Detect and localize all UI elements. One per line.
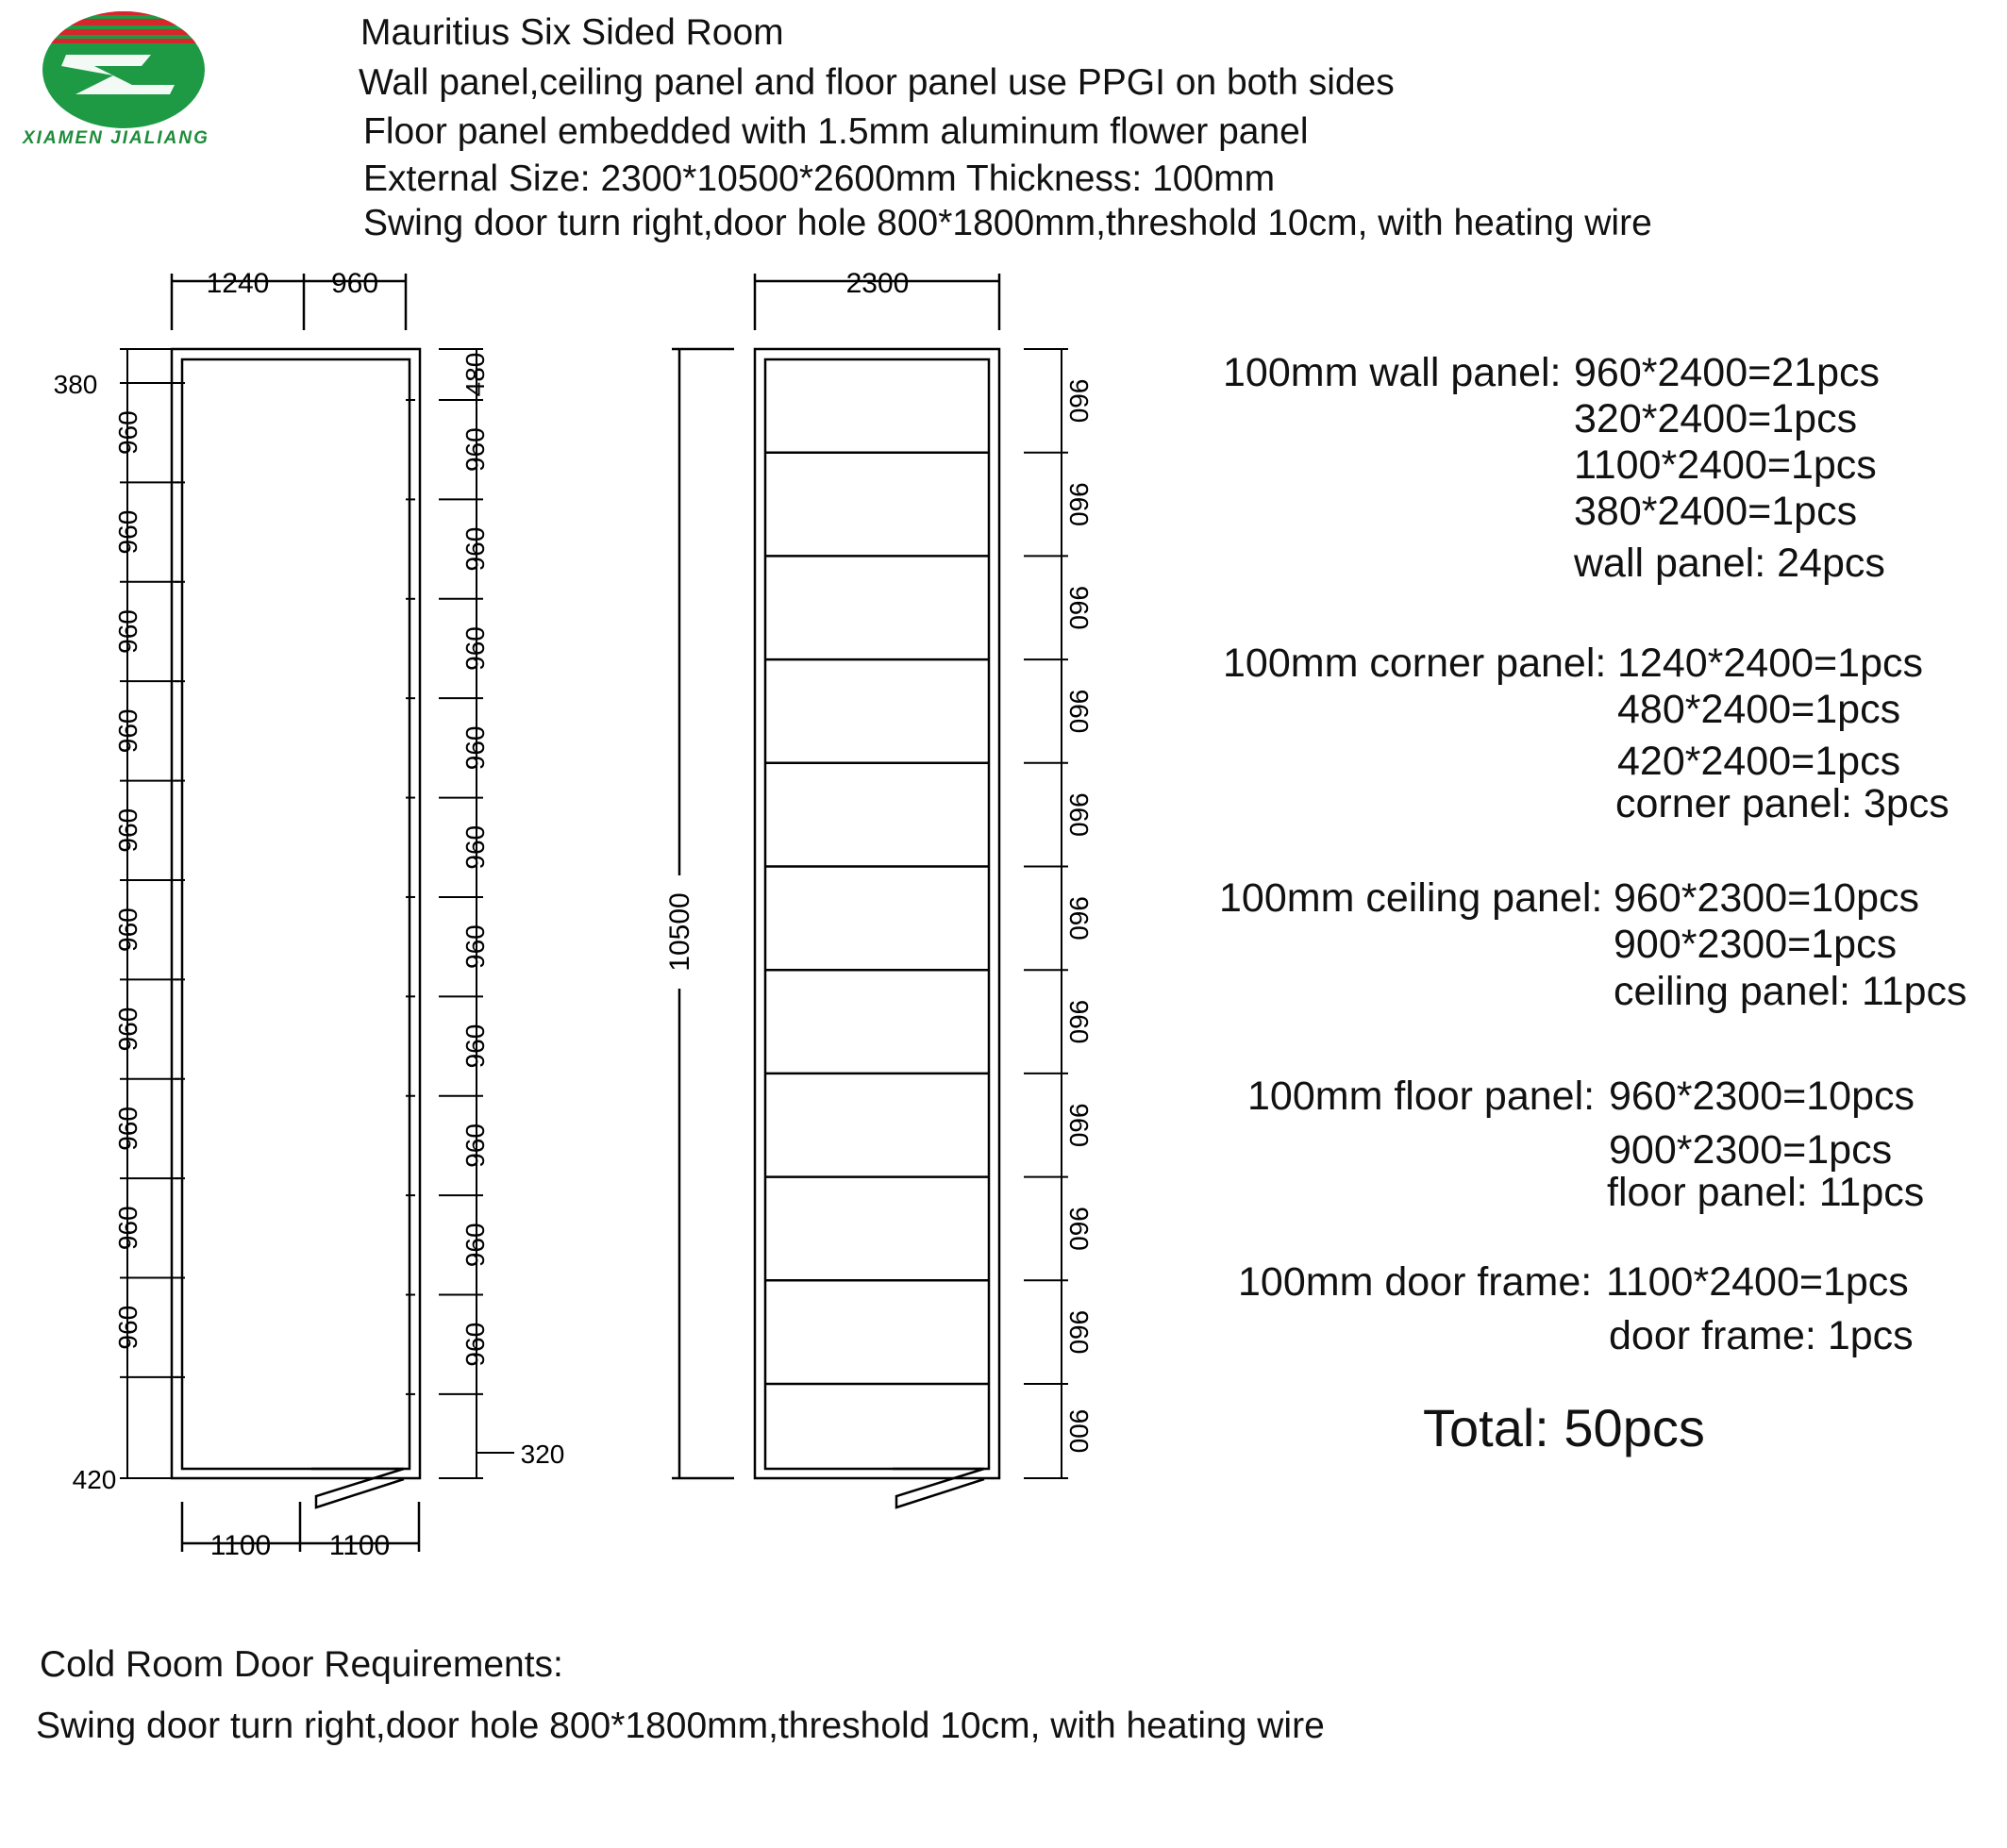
wall-plan-right-dim: 960 bbox=[460, 1223, 490, 1268]
ceiling-plan-left-dim: 10500 bbox=[664, 892, 695, 972]
ceiling-plan-right-dim: 900 bbox=[1064, 1408, 1094, 1454]
wall-plan-left-dim: 420 bbox=[72, 1465, 117, 1494]
company-logo bbox=[38, 8, 217, 130]
wall-plan-left-dim: 960 bbox=[113, 907, 142, 953]
wall-plan-right-dim: 960 bbox=[460, 924, 490, 970]
ceiling-plan-outer bbox=[755, 349, 999, 1478]
wall-plan-left-dim: 960 bbox=[113, 708, 142, 754]
wall-plan-left-dim: 960 bbox=[113, 807, 142, 853]
wall-panel-item-2: 320*2400=1pcs bbox=[1574, 396, 1858, 441]
logo-caption: XIAMEN JIALIANG bbox=[23, 128, 209, 148]
wall-plan-top-dim-2: 960 bbox=[330, 268, 379, 299]
wall-plan-right-dim: 960 bbox=[460, 824, 490, 870]
wall-plan-right-dim: 960 bbox=[460, 526, 490, 572]
header-line-3: Floor panel embedded with 1.5mm aluminum flower panel bbox=[363, 111, 1309, 152]
floor-panel-item-2: 900*2300=1pcs bbox=[1609, 1127, 1893, 1173]
ceiling-plan-panel-lines bbox=[765, 453, 989, 1384]
door-requirements-text: Swing door turn right,door hole 800*1800mm,threshold 10cm, with heating wire bbox=[36, 1706, 1325, 1746]
page-title: Mauritius Six Sided Room bbox=[360, 12, 784, 53]
ceiling-plan-right-dim: 960 bbox=[1064, 999, 1094, 1044]
header-line-5: Swing door turn right,door hole 800*1800mm,threshold 10cm, with heating wire bbox=[363, 203, 1652, 243]
ceiling-plan-inner bbox=[765, 359, 989, 1469]
wall-panel-subtotal: wall panel: 24pcs bbox=[1574, 541, 1885, 586]
wall-plan-left-dim: 960 bbox=[113, 1206, 142, 1251]
wall-plan-bottom-dim-2: 1100 bbox=[328, 1530, 391, 1561]
wall-plan-right-dim: 960 bbox=[460, 626, 490, 671]
wall-plan-right-dim: 480 bbox=[460, 352, 490, 397]
wall-plan-right-dim: 960 bbox=[460, 1024, 490, 1069]
door-leaf-2 bbox=[893, 1469, 984, 1507]
floor-panel-subtotal: floor panel: 11pcs bbox=[1607, 1170, 1925, 1215]
ceiling-plan-right-dim: 960 bbox=[1064, 792, 1094, 838]
wall-plan-left-dim: 960 bbox=[113, 1007, 142, 1052]
ceiling-panel-subtotal: ceiling panel: 11pcs bbox=[1614, 969, 1967, 1014]
ceiling-plan-right-dim: 960 bbox=[1064, 1207, 1094, 1251]
wall-panel-item-1: 960*2400=21pcs bbox=[1574, 350, 1880, 395]
wall-plan-left-dim: 380 bbox=[53, 370, 98, 399]
wall-plan-bottom-dim-1: 1100 bbox=[209, 1530, 272, 1561]
ceiling-panel-label: 100mm ceiling panel: bbox=[1219, 875, 1603, 921]
ceiling-plan bbox=[672, 274, 999, 1507]
corner-panel-item-3: 420*2400=1pcs bbox=[1617, 739, 1901, 784]
total-count: Total: 50pcs bbox=[1423, 1398, 1705, 1457]
corner-panel-item-1: 1240*2400=1pcs bbox=[1617, 641, 1923, 686]
wall-plan-left-dim: 960 bbox=[113, 410, 142, 456]
wall-plan-right-dims bbox=[406, 349, 564, 1478]
wall-plan-right-dim: 960 bbox=[460, 1322, 490, 1367]
wall-plan-outer bbox=[172, 349, 420, 1478]
ceiling-plan-right-dim: 960 bbox=[1064, 689, 1094, 734]
corner-panel-label: 100mm corner panel: bbox=[1223, 641, 1607, 686]
door-requirements-title: Cold Room Door Requirements: bbox=[40, 1644, 563, 1685]
wall-plan-right-dim: 960 bbox=[460, 1124, 490, 1168]
corner-panel-subtotal: corner panel: 3pcs bbox=[1615, 781, 1949, 826]
ceiling-plan-right-dims bbox=[1024, 349, 1094, 1478]
ceiling-plan-right-dim: 960 bbox=[1064, 378, 1094, 424]
door-frame-item-1: 1100*2400=1pcs bbox=[1606, 1259, 1909, 1305]
ceiling-plan-right-dim: 960 bbox=[1064, 1309, 1094, 1355]
floor-panel-item-1: 960*2300=10pcs bbox=[1609, 1074, 1915, 1119]
ceiling-plan-right-dim: 960 bbox=[1064, 482, 1094, 526]
wall-plan-right-dim: 960 bbox=[460, 427, 490, 473]
door-frame-label: 100mm door frame: bbox=[1238, 1259, 1593, 1305]
door-leaf bbox=[311, 1469, 404, 1507]
corner-panel-item-2: 480*2400=1pcs bbox=[1617, 687, 1901, 732]
wall-plan-right-dim: 960 bbox=[460, 725, 490, 771]
ceiling-plan-right-dim: 960 bbox=[1064, 895, 1094, 941]
wall-panel-item-3: 1100*2400=1pcs bbox=[1574, 442, 1877, 488]
wall-panel-item-4: 380*2400=1pcs bbox=[1574, 489, 1858, 534]
ceiling-panel-item-1: 960*2300=10pcs bbox=[1614, 875, 1919, 921]
door-frame-subtotal: door frame: 1pcs bbox=[1609, 1313, 1914, 1358]
wall-plan-inner bbox=[182, 359, 410, 1469]
ceiling-panel-item-2: 900*2300=1pcs bbox=[1614, 922, 1898, 967]
wall-plan-left-dims bbox=[54, 349, 185, 1494]
header-line-4: External Size: 2300*10500*2600mm Thickness: 100mm bbox=[363, 158, 1276, 199]
wall-plan-top-dim-1: 1240 bbox=[206, 268, 270, 299]
wall-plan-left-dim: 960 bbox=[113, 609, 142, 654]
wall-plan-left-dim: 960 bbox=[113, 509, 142, 555]
wall-panel-label: 100mm wall panel: bbox=[1223, 350, 1562, 395]
floor-panel-label: 100mm floor panel: bbox=[1247, 1074, 1596, 1119]
wall-plan bbox=[172, 274, 420, 1552]
ceiling-plan-right-dim: 960 bbox=[1064, 585, 1094, 630]
wall-plan-left-dim: 960 bbox=[113, 1305, 142, 1350]
ceiling-plan-top-dim: 2300 bbox=[845, 268, 910, 299]
header-line-2: Wall panel,ceiling panel and floor panel use PPGI on both sides bbox=[359, 62, 1395, 103]
wall-plan-right-dim: 320 bbox=[520, 1440, 565, 1469]
wall-plan-left-dim: 960 bbox=[113, 1107, 142, 1151]
ceiling-plan-right-dim: 960 bbox=[1064, 1103, 1094, 1148]
